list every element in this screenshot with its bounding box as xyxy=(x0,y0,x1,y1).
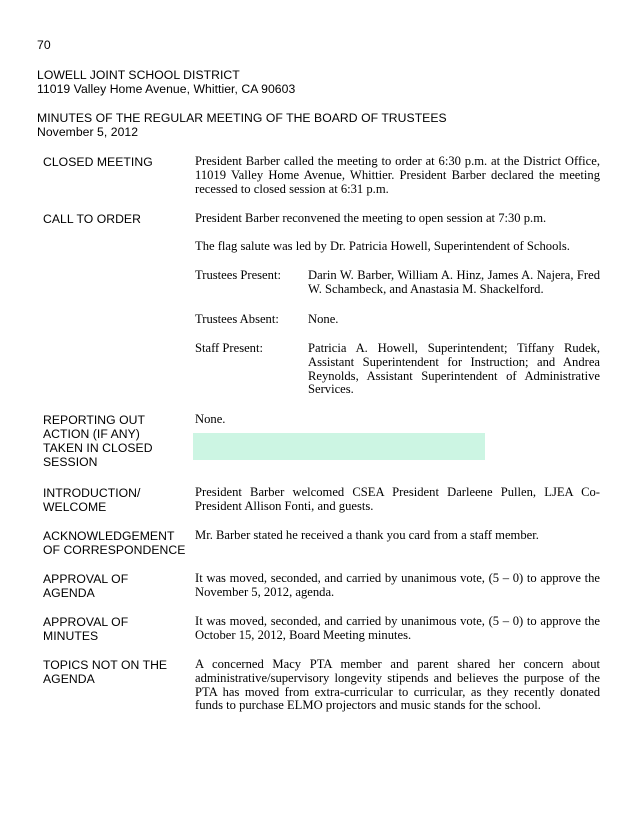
text-reporting-out: None. xyxy=(195,412,226,426)
label-trustees-absent: Trustees Absent: xyxy=(195,312,279,326)
value-trustees-present: Darin W. Barber, William A. Hinz, James A. Najera, Fred W. Schambeck, and Anastasia M. Shackelford. xyxy=(308,268,600,296)
text-approval-agenda: It was moved, seconded, and carried by unanimous vote, (5 – 0) to approve the November 5, 2012, agenda. xyxy=(195,571,600,599)
label-staff-present: Staff Present: xyxy=(195,341,263,355)
text-approval-minutes: It was moved, seconded, and carried by unanimous vote, (5 – 0) to approve the October 15, 2012, Board Meeting minutes. xyxy=(195,614,600,642)
label-approval-agenda: APPROVAL OF AGENDA xyxy=(43,572,129,600)
text-call-to-order: President Barber reconvened the meeting to open session at 7:30 p.m. xyxy=(195,211,547,225)
district-name: LOWELL JOINT SCHOOL DISTRICT xyxy=(37,68,240,82)
label-acknowledgement: ACKNOWLEDGEMENT OF CORRESPONDENCE xyxy=(43,529,186,557)
text-acknowledgement: Mr. Barber stated he received a thank you card from a staff member. xyxy=(195,528,539,542)
text-topics: A concerned Macy PTA member and parent shared her concern about administrative/supervisory longevity stipends and believes the purpose of the PTA has moved from extra-curricular to curricular, as they recently donated funds to purchase ELMO projectors and music stands for the school. xyxy=(195,657,600,713)
page-number: 70 xyxy=(37,38,51,52)
label-call-to-order: CALL TO ORDER xyxy=(43,212,141,226)
text-flag-salute: The flag salute was led by Dr. Patricia Howell, Superintendent of Schools. xyxy=(195,239,570,253)
value-trustees-absent: None. xyxy=(308,312,339,326)
district-address: 11019 Valley Home Avenue, Whittier, CA 90603 xyxy=(37,82,296,96)
text-closed-meeting: President Barber called the meeting to order at 6:30 p.m. at the District Office, 11019 Valley Home Avenue, Whittier. President Barber declared the meeting recessed to closed session at 6:31 p.m. xyxy=(195,154,600,196)
label-approval-minutes: APPROVAL OF MINUTES xyxy=(43,615,129,643)
label-reporting-out: REPORTING OUT ACTION (IF ANY) TAKEN IN CLOSED SESSION xyxy=(43,413,153,469)
minutes-title: MINUTES OF THE REGULAR MEETING OF THE BOARD OF TRUSTEES xyxy=(37,111,447,125)
label-closed-meeting: CLOSED MEETING xyxy=(43,155,153,169)
value-staff-present: Patricia A. Howell, Superintendent; Tiffany Rudek, Assistant Superintendent for Instruction; and Andrea Reynolds, Assistant Superintendent of Administrative Services. xyxy=(308,341,600,397)
highlight-box xyxy=(193,433,485,460)
label-introduction: INTRODUCTION/ WELCOME xyxy=(43,486,141,514)
meeting-date: November 5, 2012 xyxy=(37,125,139,139)
label-topics: TOPICS NOT ON THE AGENDA xyxy=(43,658,168,686)
label-trustees-present: Trustees Present: xyxy=(195,268,281,282)
text-introduction: President Barber welcomed CSEA President Darleene Pullen, LJEA Co-President Allison Fonti, and guests. xyxy=(195,485,600,513)
